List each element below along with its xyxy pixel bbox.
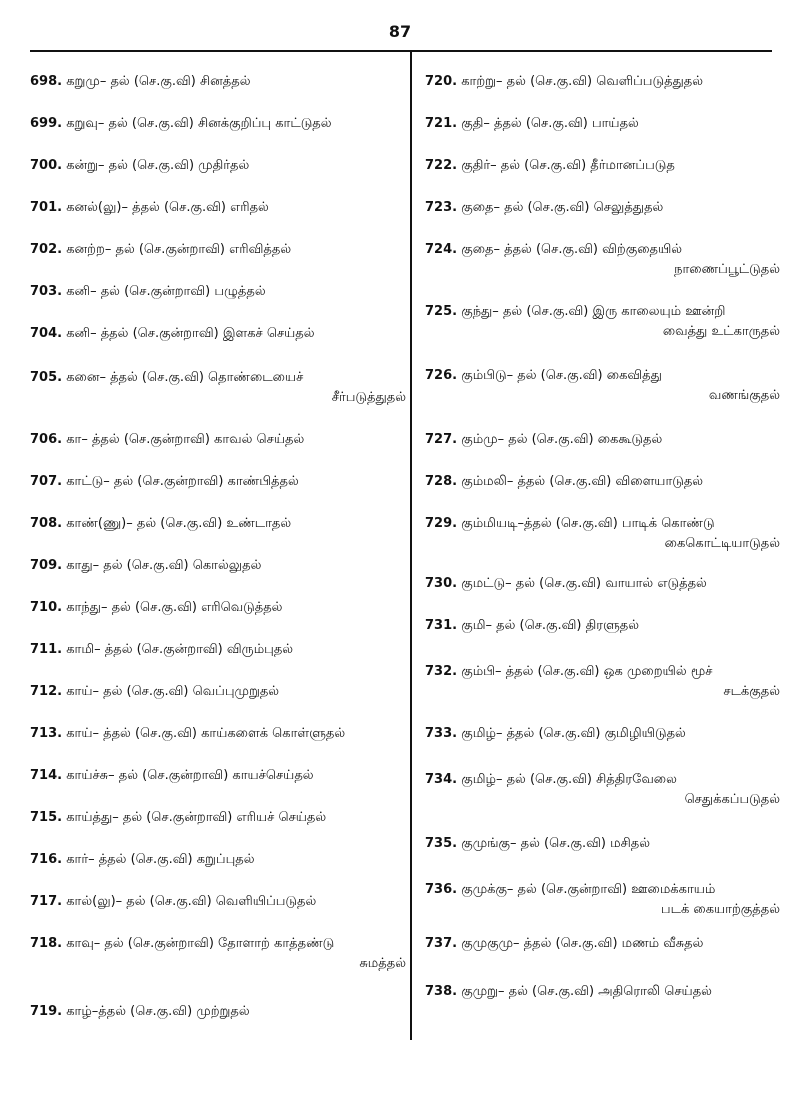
page-number: 87 [388, 22, 412, 41]
entry-text: காழ்–த்தல் (செ.கு.வி) முற்றுதல் [66, 1004, 250, 1019]
entry-text: குதை– தல் (செ.கு.வி) செலுத்துதல் [461, 200, 664, 215]
entry-number: 714. [30, 768, 63, 783]
entry-text: கும்மு– தல் (செ.கு.வி) கைகூடுதல் [461, 432, 663, 447]
entry-number: 731. [425, 618, 458, 633]
entry-text: கும்பிடு– தல் (செ.கு.வி) கைவித்து [461, 368, 662, 383]
entry-number: 724. [425, 242, 458, 257]
entry-number: 735. [425, 836, 458, 851]
entry-number: 708. [30, 516, 63, 531]
entry-text: குதை– த்தல் (செ.கு.வி) விற்குதையில் [461, 242, 683, 257]
dictionary-entry [30, 114, 332, 134]
entry-number: 729. [425, 516, 458, 531]
entry-text: கா– த்தல் (செ.குன்றாவி) காவல் செய்தல் [66, 432, 305, 447]
dictionary-entry [425, 72, 703, 92]
entry-text: குமிழ்– த்தல் (செ.கு.வி) குமிழியிடுதல் [461, 726, 686, 741]
dictionary-entry [30, 514, 291, 534]
entry-number: 727. [425, 432, 458, 447]
entry-number: 728. [425, 474, 458, 489]
entry-number: 732. [425, 664, 458, 679]
entry-number: 734. [425, 772, 458, 787]
entry-text: காது– தல் (செ.கு.வி) கொல்லுதல் [66, 558, 262, 573]
entry-continuation: சீர்படுத்துதல் [331, 390, 406, 405]
dictionary-entry [30, 156, 249, 176]
dictionary-entry [425, 770, 780, 810]
entry-continuation: செதுக்கப்படுதல் [684, 792, 780, 807]
dictionary-entry [30, 808, 326, 828]
dictionary-entry [425, 574, 707, 594]
entry-number: 707. [30, 474, 63, 489]
entry-continuation: வணங்குதல் [708, 388, 780, 403]
entry-text: கறுமு– தல் (செ.கு.வி) சினத்தல் [66, 74, 251, 89]
dictionary-entry [30, 72, 251, 92]
dictionary-entry [425, 880, 780, 920]
dictionary-entry [425, 198, 663, 218]
entry-text: காண்(ணு)– தல் (செ.கு.வி) உண்டாதல் [66, 516, 292, 531]
entry-text: கனி– த்தல் (செ.குன்றாவி) இளகச் செய்தல் [66, 326, 315, 341]
dictionary-entry [425, 240, 780, 280]
entry-text: கறுவு– தல் (செ.கு.வி) சினக்குறிப்பு காட்டுதல் [66, 116, 332, 131]
entry-number: 700. [30, 158, 63, 173]
dictionary-entry [425, 514, 780, 554]
entry-text: கும்பி– த்தல் (செ.கு.வி) ஒக முறையில் மூச் [461, 664, 713, 679]
dictionary-entry [30, 430, 304, 450]
dictionary-entry [30, 556, 261, 576]
entry-continuation: வைத்து உட்காருதல் [662, 324, 780, 339]
dictionary-entry [425, 114, 639, 134]
entry-text: குமுங்கு– தல் (செ.கு.வி) மசிதல் [461, 836, 651, 851]
dictionary-entry [30, 240, 291, 260]
entry-number: 712. [30, 684, 63, 699]
entry-text: காற்று– தல் (செ.கு.வி) வெளிப்படுத்துதல் [461, 74, 704, 89]
entry-text: காமி– த்தல் (செ.குன்றாவி) விரும்புதல் [66, 642, 294, 657]
entry-number: 725. [425, 304, 458, 319]
dictionary-entry [425, 724, 686, 744]
entry-number: 701. [30, 200, 63, 215]
column-divider [410, 52, 412, 1040]
top-rule [30, 50, 772, 52]
dictionary-entry [30, 598, 282, 618]
dictionary-entry [425, 366, 780, 406]
entry-number: 726. [425, 368, 458, 383]
entry-text: கனல்(லு)– த்தல் (செ.கு.வி) எரிதல் [66, 200, 269, 215]
entry-text: காட்டு– தல் (செ.குன்றாவி) காண்பித்தல் [66, 474, 299, 489]
dictionary-entry [30, 282, 266, 302]
dictionary-entry [425, 834, 650, 854]
entry-text: குதி– த்தல் (செ.கு.வி) பாய்தல் [461, 116, 639, 131]
entry-number: 706. [30, 432, 63, 447]
dictionary-entry [30, 324, 315, 344]
dictionary-entry [425, 302, 780, 342]
entry-text: காய்த்து– தல் (செ.குன்றாவி) எரியச் செய்தல் [66, 810, 327, 825]
entry-number: 716. [30, 852, 63, 867]
dictionary-entry [30, 892, 316, 912]
entry-number: 704. [30, 326, 63, 341]
dictionary-entry [425, 934, 703, 954]
entry-continuation: சுமத்தல் [359, 956, 406, 971]
entry-number: 699. [30, 116, 63, 131]
entry-number: 733. [425, 726, 458, 741]
dictionary-entry [425, 662, 780, 702]
entry-number: 717. [30, 894, 63, 909]
entry-continuation: நாணைப்பூட்டுதல் [674, 262, 780, 277]
entry-text: கும்மலி– த்தல் (செ.கு.வி) விளையாடுதல் [461, 474, 704, 489]
entry-continuation: சடக்குதல் [723, 684, 780, 699]
entry-text: குமி– தல் (செ.கு.வி) திரளுதல் [461, 618, 640, 633]
entry-number: 709. [30, 558, 63, 573]
entry-number: 721. [425, 116, 458, 131]
entry-number: 720. [425, 74, 458, 89]
dictionary-entry [30, 1002, 250, 1022]
entry-number: 715. [30, 810, 63, 825]
dictionary-entry [425, 982, 712, 1002]
entry-text: கால்(லு)– தல் (செ.கு.வி) வெளியிப்படுதல் [66, 894, 317, 909]
entry-text: குமுறு– தல் (செ.கு.வி) அதிரொலி செய்தல் [461, 984, 712, 999]
entry-text: குதிர்– தல் (செ.கு.வி) தீர்மானப்படுத [461, 158, 675, 173]
dictionary-entry [30, 724, 345, 744]
dictionary-entry [30, 766, 314, 786]
entry-number: 718. [30, 936, 63, 951]
entry-text: குந்து– தல் (செ.கு.வி) இரு காலையும் ஊன்றி [461, 304, 726, 319]
dictionary-entry [30, 198, 269, 218]
entry-text: குமட்டு– தல் (செ.கு.வி) வாயால் எடுத்தல் [461, 576, 707, 591]
dictionary-entry [30, 850, 255, 870]
dictionary-entry [30, 682, 279, 702]
dictionary-entry [30, 368, 406, 408]
dictionary-entry [425, 156, 675, 176]
entry-number: 710. [30, 600, 63, 615]
entry-number: 711. [30, 642, 63, 657]
entry-number: 722. [425, 158, 458, 173]
dictionary-entry [30, 472, 299, 492]
entry-text: காய்– தல் (செ.கு.வி) வெப்புமுறுதல் [66, 684, 280, 699]
entry-text: கும்மியடி–த்தல் (செ.கு.வி) பாடிக் கொண்டு [461, 516, 715, 531]
entry-text: குமுக்கு– தல் (செ.குன்றாவி) ஊமைக்காயம் [461, 882, 716, 897]
entry-text: குமுகுமு– த்தல் (செ.கு.வி) மணம் வீசுதல் [461, 936, 704, 951]
entry-continuation: கைகொட்டியாடுதல் [664, 536, 780, 551]
dictionary-entry [425, 430, 662, 450]
entry-number: 738. [425, 984, 458, 999]
entry-text: காய்– த்தல் (செ.கு.வி) காய்களைக் கொள்ளுதல் [66, 726, 346, 741]
entry-number: 703. [30, 284, 63, 299]
entry-text: கனற்ற– தல் (செ.குன்றாவி) எரிவித்தல் [66, 242, 292, 257]
entry-number: 705. [30, 370, 63, 385]
entry-number: 713. [30, 726, 63, 741]
dictionary-entry [30, 934, 406, 974]
entry-text: கார்– த்தல் (செ.கு.வி) கறுப்புதல் [66, 852, 255, 867]
entry-number: 698. [30, 74, 63, 89]
entry-number: 723. [425, 200, 458, 215]
entry-text: குமிழ்– தல் (செ.கு.வி) சித்திரவேலை [461, 772, 677, 787]
entry-number: 730. [425, 576, 458, 591]
entry-text: கனி– தல் (செ.குன்றாவி) பழுத்தல் [66, 284, 266, 299]
dictionary-entry [425, 616, 639, 636]
entry-text: கன்று– தல் (செ.கு.வி) முதிர்தல் [66, 158, 250, 173]
entry-continuation: படக் கையாற்குத்தல் [660, 902, 780, 917]
dictionary-entry [30, 640, 293, 660]
entry-number: 702. [30, 242, 63, 257]
entry-text: காய்ச்சு– தல் (செ.குன்றாவி) காயச்செய்தல் [66, 768, 314, 783]
entry-number: 737. [425, 936, 458, 951]
entry-text: காவு– தல் (செ.குன்றாவி) தோளாற் காத்தண்டு [66, 936, 335, 951]
entry-number: 719. [30, 1004, 63, 1019]
dictionary-entry [425, 472, 703, 492]
entry-text: கனை– த்தல் (செ.கு.வி) தொண்டையைச் [66, 370, 304, 385]
entry-text: காந்து– தல் (செ.கு.வி) எரிவெடுத்தல் [66, 600, 283, 615]
entry-number: 736. [425, 882, 458, 897]
